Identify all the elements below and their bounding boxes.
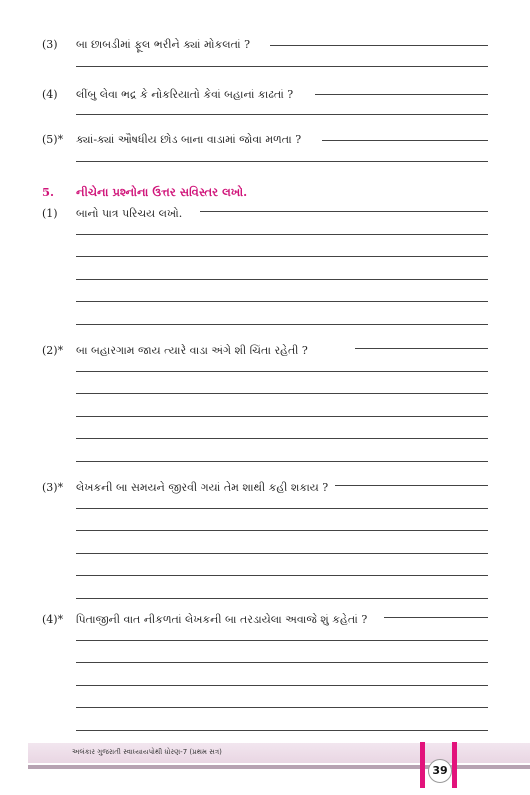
question-number: (3): [42, 38, 58, 51]
answer-line[interactable]: [76, 161, 488, 162]
answer-line[interactable]: [322, 140, 488, 141]
section-number: 5.: [42, 185, 55, 199]
answer-line[interactable]: [270, 45, 488, 46]
answer-line[interactable]: [200, 211, 488, 212]
answer-line[interactable]: [315, 94, 488, 95]
page-number-badge: 39: [428, 759, 452, 783]
question-number: (4): [42, 88, 58, 101]
answer-line[interactable]: [76, 508, 488, 509]
answer-line[interactable]: [76, 598, 488, 599]
question-text: બા બહારગામ જાય ત્યારે વાડા અંગે શી ચિંતા રહેતી ?: [76, 344, 308, 357]
answer-line[interactable]: [76, 730, 488, 731]
answer-line[interactable]: [76, 461, 488, 462]
answer-line[interactable]: [76, 393, 488, 394]
answer-line[interactable]: [76, 416, 488, 417]
question-text: બાનો પાત્ર પરિચય લખો.: [76, 207, 183, 220]
answer-line[interactable]: [384, 617, 488, 618]
answer-line[interactable]: [76, 279, 488, 280]
answer-line[interactable]: [76, 662, 488, 663]
answer-line[interactable]: [76, 438, 488, 439]
question-text: બા છાબડીમાં ફૂલ ભરીને ક્યાં મોકલતાં ?: [76, 38, 250, 51]
footer-book-title: અલંકાર ગુજરાતી સ્વાધ્યાયપોથી ધોરણ-7 (પ્રથમ સત્ર): [72, 748, 222, 756]
answer-line[interactable]: [355, 348, 488, 349]
answer-line[interactable]: [76, 234, 488, 235]
question-text: લેખકની બા સમયને જીરવી ગયાં તેમ શાથી કહી શકાય ?: [76, 481, 329, 494]
answer-line[interactable]: [76, 575, 488, 576]
answer-line[interactable]: [76, 114, 488, 115]
footer-accent-bar-left: [420, 742, 425, 788]
question-text: ક્યાં-ક્યાં ઔષધીય છોડ બાના વાડામાં જોવા મળતા ?: [76, 133, 302, 146]
answer-line[interactable]: [76, 553, 488, 554]
question-number: (4)*: [42, 613, 64, 626]
section-title: નીચેના પ્રશ્નોના ઉત્તર સવિસ્તર લખો.: [76, 185, 248, 199]
answer-line[interactable]: [76, 324, 488, 325]
question-text: પિતાજીની વાત નીકળતાં લેખકની બા તરડાયેલા અવાજે શું કહેતાં ?: [76, 613, 368, 626]
question-number: (5)*: [42, 133, 64, 146]
answer-line[interactable]: [76, 640, 488, 641]
answer-line[interactable]: [76, 66, 488, 67]
question-text: લીંબુ લેવા ભદ્ર કે નોકરિયાતો કેવાં બહાનાં કાઢતાં ?: [76, 88, 294, 101]
question-number: (1): [42, 207, 58, 220]
footer-accent-bar-right: [452, 742, 457, 788]
answer-line[interactable]: [76, 256, 488, 257]
answer-line[interactable]: [76, 301, 488, 302]
answer-line[interactable]: [335, 485, 488, 486]
answer-line[interactable]: [76, 707, 488, 708]
answer-line[interactable]: [76, 371, 488, 372]
answer-line[interactable]: [76, 685, 488, 686]
question-number: (3)*: [42, 481, 64, 494]
answer-line[interactable]: [76, 530, 488, 531]
question-number: (2)*: [42, 344, 64, 357]
